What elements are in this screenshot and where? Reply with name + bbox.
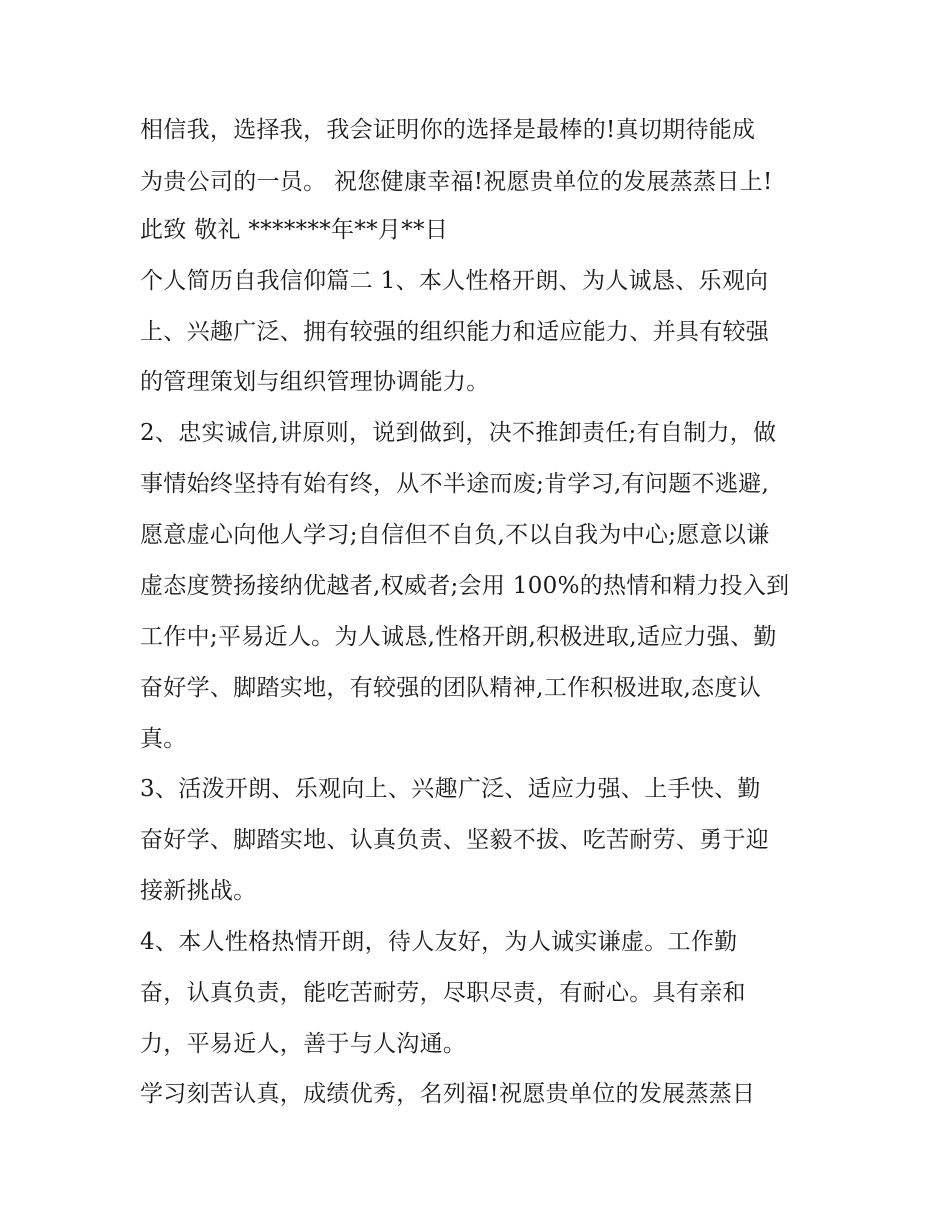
text-line: 接新挑战。 <box>140 878 257 904</box>
text-line: 个人简历自我信仰篇二 1、本人性格开朗、为人诚恳、乐观向 <box>140 268 769 294</box>
text-line: 工作中;平易近人。为人诚恳,性格开朗,积极进取,适应力强、勤 <box>140 624 777 650</box>
text-line: 此致 敬礼 *******年**月**日 <box>140 217 449 243</box>
text-line: 为贵公司的一员。 祝您健康幸福!祝愿贵单位的发展蒸蒸日上! <box>140 169 773 195</box>
text-line: 奋好学、脚踏实地，有较强的团队精神,工作积极进取,态度认 <box>140 675 762 701</box>
text-line: 虚态度赞扬接纳优越者,权威者;会用 100%的热情和精力投入到 <box>140 573 790 599</box>
text-line: 力，平易近人，善于与人沟通。 <box>140 1031 467 1057</box>
text-line: 愿意虚心向他人学习;自信但不自负,不以自我为中心;愿意以谦 <box>140 522 770 548</box>
text-line: 4、本人性格热情开朗，待人友好，为人诚实谦虚。工作勤 <box>140 929 738 955</box>
text-line: 相信我，选择我，我会证明你的选择是最棒的!真切期待能成 <box>140 117 756 143</box>
text-line: 事情始终坚持有始有终，从不半途而废;肯学习,有问题不逃避, <box>140 471 770 497</box>
text-line: 奋，认真负责，能吃苦耐劳，尽职尽责，有耐心。具有亲和 <box>140 980 746 1006</box>
text-line: 2、忠实诚信,讲原则，说到做到，决不推卸责任;有自制力，做 <box>140 420 777 446</box>
text-line: 奋好学、脚踏实地、认真负责、坚毅不拔、吃苦耐劳、勇于迎 <box>140 827 770 853</box>
text-line: 3、活泼开朗、乐观向上、兴趣广泛、适应力强、上手快、勤 <box>140 776 761 802</box>
text-line: 学习刻苦认真，成绩优秀，名列福!祝愿贵单位的发展蒸蒸日 <box>140 1081 756 1107</box>
text-line: 的管理策划与组织管理协调能力。 <box>140 369 490 395</box>
text-line: 真。 <box>140 726 187 752</box>
text-line: 上、兴趣广泛、拥有较强的组织能力和适应能力、并具有较强 <box>140 319 770 345</box>
